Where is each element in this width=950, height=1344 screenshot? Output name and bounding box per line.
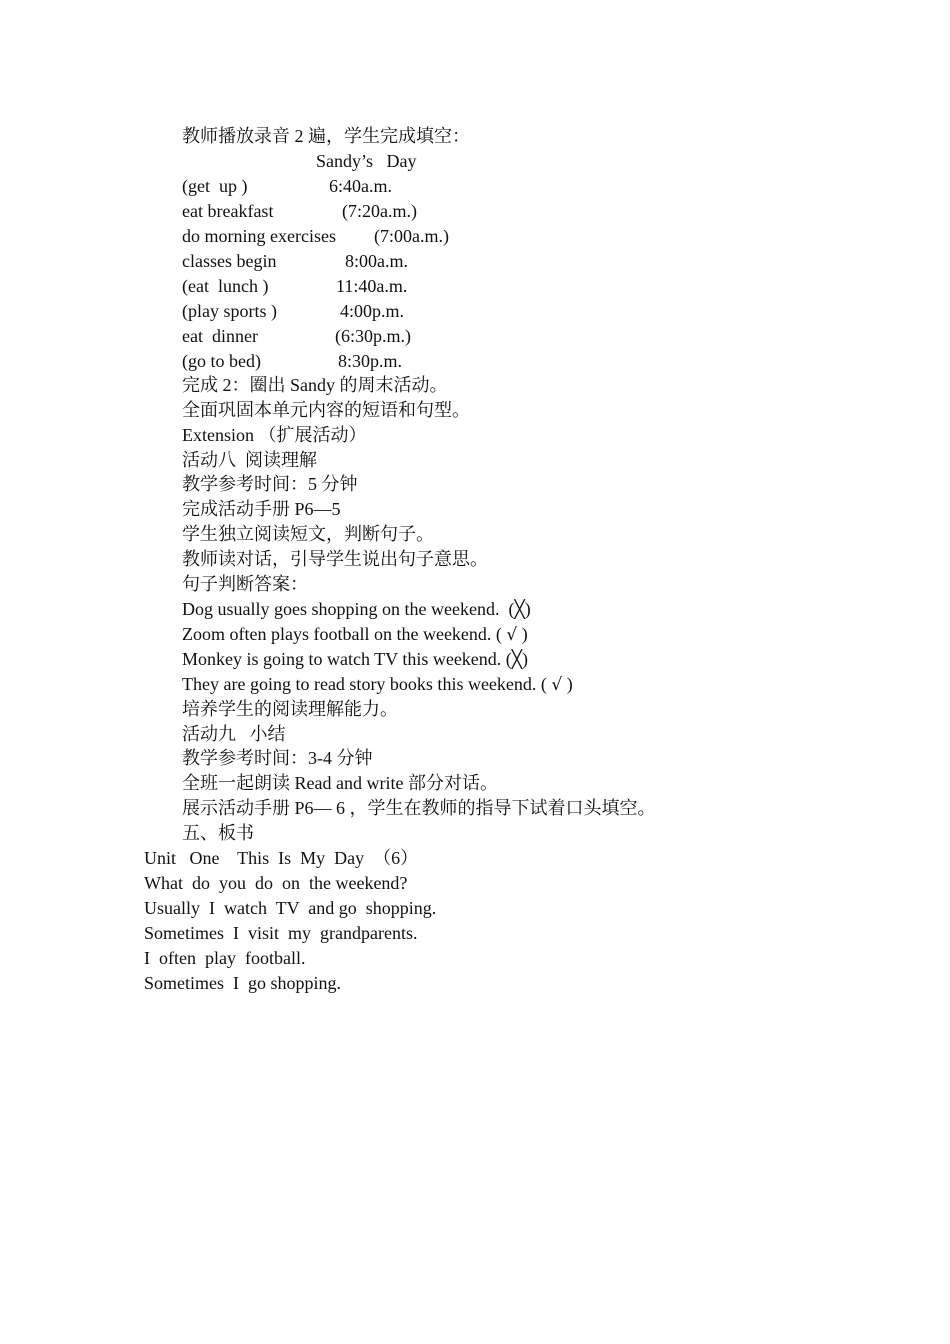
cross-mark-icon: ╳: [511, 650, 523, 670]
schedule-time: 6:40a.m.: [329, 176, 392, 196]
judgement-item: [182, 622, 528, 646]
table-title: Sandy’s Day: [316, 151, 417, 171]
board-line: Usually I watch TV and go shopping.: [144, 898, 437, 918]
judgement-close: ): [562, 674, 573, 694]
schedule-activity: (play sports ): [182, 301, 277, 321]
judgement-close: ): [517, 624, 528, 644]
schedule-activity: (go to bed): [182, 351, 261, 371]
schedule-time: (6:30p.m.): [335, 326, 411, 346]
judgement-sentence: They are going to read story books this weekend. (: [182, 674, 552, 694]
board-title: Unit One This Is My Day （6）: [144, 848, 419, 868]
schedule-activity: eat dinner: [182, 326, 258, 346]
schedule-time: 8:00a.m.: [345, 251, 408, 271]
schedule-activity: do morning exercises: [182, 226, 336, 246]
schedule-activity: (eat lunch ): [182, 276, 269, 296]
schedule-time: 8:30p.m.: [338, 351, 403, 371]
cross-mark-icon: ╳: [514, 600, 525, 620]
judgement-close: ): [524, 599, 531, 619]
schedule-time: 11:40a.m.: [336, 276, 408, 296]
check-mark-icon: √: [506, 625, 518, 645]
activity-heading: 活动九 小结: [182, 724, 286, 744]
text-line: 全班一起朗读 Read and write 部分对话。: [182, 773, 498, 793]
judgement-item: [182, 647, 528, 671]
board-line: Sometimes I visit my grandparents.: [144, 923, 418, 943]
judgement-sentence: Monkey is going to watch TV this weekend. (: [182, 649, 512, 669]
text-line: 完成活动手册 P6—5: [182, 499, 341, 519]
schedule-time: 4:00p.m.: [340, 301, 405, 321]
activity-heading: 活动八 阅读理解: [182, 450, 317, 470]
schedule-activity: classes begin: [182, 251, 277, 271]
text-line: 教学参考时间：5 分钟: [182, 474, 358, 494]
text-line: 完成 2：圈出 Sandy 的周末活动。: [182, 375, 448, 395]
text-line: 教师读对话，引导学生说出句子意思。: [182, 549, 488, 569]
schedule-time: (7:00a.m.): [374, 226, 449, 246]
judgement-item: [182, 672, 573, 696]
text-line: 学生独立阅读短文，判断句子。: [182, 524, 434, 544]
text-line: 句子判断答案：: [182, 574, 308, 594]
board-line: I often play football.: [144, 948, 306, 968]
check-mark-icon: √: [551, 675, 563, 695]
judgement-close: ): [522, 649, 529, 669]
schedule-activity: (get up ): [182, 176, 248, 196]
judgement-item: [182, 597, 531, 621]
text-line: 展示活动手册 P6— 6 ，学生在教师的指导下试着口头填空。: [182, 798, 656, 818]
board-line: What do you do on the weekend?: [144, 873, 408, 893]
text-line: 全面巩固本单元内容的短语和句型。: [182, 400, 470, 420]
intro-line: 教师播放录音 2 遍，学生完成填空：: [182, 126, 470, 146]
schedule-time: (7:20a.m.): [342, 201, 417, 221]
judgement-sentence: Dog usually goes shopping on the weekend. (: [182, 599, 515, 619]
section-heading: 五、板书: [182, 823, 254, 843]
board-line: Sometimes I go shopping.: [144, 973, 341, 993]
schedule-activity: eat breakfast: [182, 201, 274, 221]
text-line: 教学参考时间：3-4 分钟: [182, 748, 373, 768]
judgement-sentence: Zoom often plays football on the weekend. (: [182, 624, 507, 644]
text-line: 培养学生的阅读理解能力。: [182, 699, 398, 719]
section-heading: Extension （扩展活动）: [182, 425, 367, 445]
